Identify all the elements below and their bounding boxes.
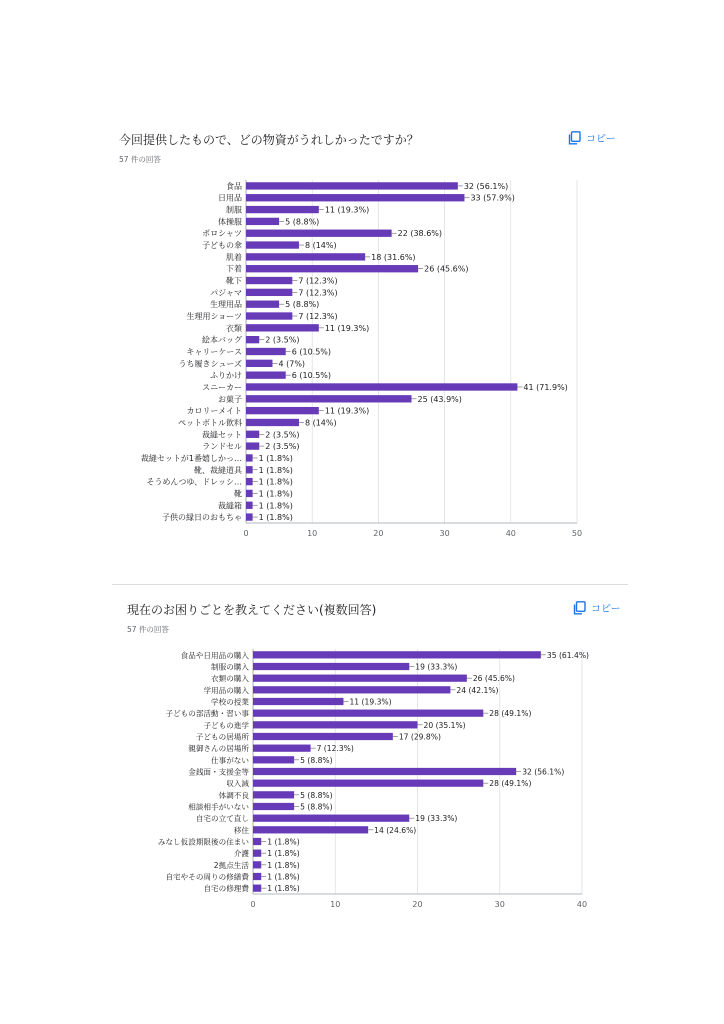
chart-2-bar — [253, 803, 294, 810]
chart-2-x-tick-label: 40 — [576, 900, 588, 909]
copy-icon — [567, 131, 581, 145]
chart-1-data-label: 26 (45.6%) — [424, 264, 469, 274]
chart-1-category-label: 裁縫セットが1番嬉しかっ… — [140, 453, 242, 463]
chart-2-data-label: 1 (1.8%) — [267, 849, 300, 859]
chart-2-bar — [253, 710, 483, 717]
chart-1-bar — [246, 466, 253, 473]
chart-2-x-tick-label: 20 — [412, 900, 423, 909]
chart-1-bar — [246, 301, 279, 308]
chart-2-category-label: 自宅の修理費 — [203, 884, 249, 894]
chart-1-data-label: 11 (19.3%) — [324, 323, 370, 333]
chart-1-category-label: うち履きシューズ — [178, 359, 242, 369]
chart-1-data-label: 11 (19.3%) — [324, 406, 370, 416]
chart-1-data-label: 33 (57.9%) — [470, 193, 515, 203]
chart-1-category-label: 日用品 — [218, 193, 242, 203]
chart-2-bar — [253, 885, 261, 892]
chart-2-data-label: 5 (8.8%) — [300, 802, 333, 812]
chart-1-bar — [246, 348, 286, 355]
chart-1-bar — [246, 182, 458, 189]
chart-1-data-label: 8 (14%) — [304, 418, 337, 428]
chart-1-category-label: 下着 — [226, 264, 242, 274]
chart-2-bar — [253, 698, 343, 705]
chart-1-category-label: 絵本バッグ — [202, 335, 242, 345]
chart-1-data-label: 2 (3.5%) — [265, 335, 300, 345]
chart-1-bar — [246, 478, 253, 485]
chart-1-data-label: 4 (7%) — [278, 359, 306, 369]
chart-1-bar — [246, 324, 319, 331]
chart-1-data-label: 1 (1.8%) — [258, 465, 293, 475]
chart-1-category-label: ペットボトル飲料 — [178, 418, 242, 428]
chart-1-data-label: 5 (8.8%) — [285, 217, 320, 227]
chart-2-x-tick-label: 30 — [494, 900, 505, 909]
chart-1-category-label: 体操服 — [218, 217, 242, 227]
chart-1-data-label: 7 (12.3%) — [298, 288, 338, 298]
chart-2-data-label: 7 (12.3%) — [316, 744, 354, 754]
chart-2-data-label: 5 (8.8%) — [300, 790, 333, 800]
chart-2-data-label: 14 (24.6%) — [374, 825, 417, 835]
chart-2-category-label: 仕事がない — [211, 755, 249, 765]
chart-2-category-label: 親御さんの居場所 — [188, 744, 249, 754]
chart-2-data-label: 11 (19.3%) — [349, 697, 392, 707]
chart-1-category-label: 靴下 — [226, 276, 242, 286]
chart-1-bar — [246, 206, 319, 213]
chart-2-bar — [253, 780, 483, 787]
chart-1-category-label: カロリーメイト — [186, 406, 242, 416]
chart-1-bar — [246, 407, 319, 414]
chart-2-bar — [253, 838, 261, 845]
chart-1-bar — [246, 230, 392, 237]
chart-2-bar — [253, 686, 450, 693]
chart-1-bar — [246, 454, 253, 461]
chart-1-category-label: 生理用品 — [210, 300, 242, 310]
chart-1-bar — [246, 218, 279, 225]
chart-2-x-tick-label: 10 — [330, 900, 341, 909]
chart-1-data-label: 25 (43.9%) — [417, 394, 462, 404]
chart-1-category-label: 裁縫箱 — [218, 501, 242, 511]
chart-1-category-label: 肌着 — [226, 252, 242, 262]
chart-2-bar — [253, 826, 368, 833]
chart-1-bar — [246, 490, 253, 497]
chart-1-data-label: 2 (3.5%) — [265, 442, 300, 452]
chart-1-category-label: お菓子 — [218, 394, 242, 404]
chart-2-data-label: 1 (1.8%) — [267, 872, 300, 882]
chart-1-category-label: スニーカー — [202, 382, 242, 392]
chart-2-bar — [253, 663, 409, 670]
chart-2-data-label: 19 (33.3%) — [415, 814, 458, 824]
chart-1-bar — [246, 383, 517, 390]
chart-2-bar — [253, 815, 409, 822]
chart-2-data-label: 24 (42.1%) — [456, 685, 499, 695]
chart-2-response-count: 57 件の回答 — [127, 625, 169, 634]
chart-1-title: 今回提供したもので、どの物資がうれしかったですか？ — [119, 133, 419, 147]
chart-1-data-label: 1 (1.8%) — [258, 477, 293, 487]
copy-button-2[interactable] — [572, 600, 621, 615]
chart-1-category-label: 子供の縁日のおもちゃ — [162, 513, 242, 523]
chart-1-category-label: 裁縫セット — [202, 430, 242, 440]
chart-2-category-label: 自宅の立て直し — [195, 814, 249, 824]
chart-1-bar — [246, 442, 259, 449]
chart-1-bar — [246, 336, 259, 343]
chart-2-category-label: 2拠点生活 — [213, 860, 249, 870]
chart-2-category-label: 介護 — [233, 849, 249, 859]
chart-1-data-label: 5 (8.8%) — [285, 300, 320, 310]
chart-1-bar — [246, 289, 292, 296]
chart-2-category-label: 制服の購入 — [211, 662, 249, 672]
chart-2-data-label: 26 (45.6%) — [472, 674, 515, 684]
chart-2-data-label: 1 (1.8%) — [267, 860, 300, 870]
chart-2-bar — [253, 651, 541, 658]
chart-1-category-label: ふりかけ — [210, 371, 242, 381]
chart-1-x-tick-label: 0 — [243, 529, 249, 538]
chart-2-bar — [253, 768, 516, 775]
chart-1-x-tick-label: 10 — [307, 529, 318, 538]
chart-2-bar — [253, 721, 418, 728]
chart-1-data-label: 6 (10.5%) — [291, 371, 332, 381]
chart-1-data-label: 7 (12.3%) — [298, 312, 338, 322]
chart-1-data-label: 11 (19.3%) — [324, 205, 370, 215]
chart-1-data-label: 1 (1.8%) — [258, 489, 293, 499]
chart-1-category-label: 制服 — [226, 205, 242, 215]
copy-button-1[interactable] — [567, 130, 616, 145]
chart-1-category-label: 衣類 — [226, 323, 242, 333]
chart-1-data-label: 8 (14%) — [304, 241, 337, 251]
chart-2-category-label: 金銭面・支援金等 — [188, 767, 249, 777]
chart-1-bar — [246, 395, 412, 402]
chart-1-data-label: 18 (31.6%) — [371, 252, 416, 262]
chart-1-category-label: ランドセル — [202, 442, 242, 452]
chart-1-bar — [246, 360, 272, 367]
chart-2-data-label: 32 (56.1%) — [522, 767, 565, 777]
chart-2-category-label: 学校の授業 — [211, 697, 249, 707]
chart-2-bar — [253, 873, 261, 880]
chart-1-bar — [246, 513, 253, 520]
chart-2-x-tick-label: 0 — [250, 900, 256, 909]
chart-1-category-label: キャリーケース — [186, 347, 242, 357]
chart-2-data-label: 1 (1.8%) — [267, 837, 300, 847]
chart-2-category-label: 衣類の購入 — [211, 674, 249, 684]
chart-1-data-label: 7 (12.3%) — [298, 276, 338, 286]
chart-1-data-label: 41 (71.9%) — [523, 382, 568, 392]
chart-2-bar — [253, 791, 294, 798]
chart-1-data-label: 2 (3.5%) — [265, 430, 300, 440]
section-divider — [112, 584, 628, 585]
chart-1-category-label: 靴 — [234, 489, 242, 499]
chart-1-data-label: 1 (1.8%) — [258, 501, 293, 511]
chart-2-category-label: みなし仮設期限後の住まい — [157, 837, 249, 847]
chart-2-category-label: 自宅やその周りの修繕費 — [165, 872, 249, 882]
chart-2-bar — [253, 756, 294, 763]
chart-1-x-tick-label: 40 — [505, 529, 516, 538]
chart-2-bar — [253, 675, 467, 682]
chart-2-bar — [253, 850, 261, 857]
chart-2-category-label: 子どもの居場所 — [195, 732, 249, 742]
chart-1-category-label: 生理用ショーツ — [186, 312, 242, 322]
copy-icon — [572, 601, 586, 615]
chart-1-category-label: ポロシャツ — [202, 229, 242, 239]
chart-2-data-label: 5 (8.8%) — [300, 755, 333, 765]
chart-1-x-tick-label: 20 — [373, 529, 384, 538]
chart-1-bar — [246, 265, 418, 272]
chart-1-data-label: 1 (1.8%) — [258, 513, 293, 523]
chart-1-x-tick-label: 30 — [439, 529, 450, 538]
chart-1-bar — [246, 253, 365, 260]
chart-2-category-label: 学用品の購入 — [203, 685, 249, 695]
chart-2-category-label: 食品や日用品の購入 — [180, 650, 249, 660]
chart-2-data-label: 28 (49.1%) — [489, 709, 532, 719]
chart-1-bar — [246, 241, 299, 248]
chart-1-data-label: 1 (1.8%) — [258, 453, 293, 463]
chart-1-bar — [246, 194, 464, 201]
chart-2-data-label: 17 (29.8%) — [398, 732, 441, 742]
chart-2-data-label: 1 (1.8%) — [267, 884, 300, 894]
chart-2-category-label: 収入減 — [226, 779, 249, 789]
chart-1-category-label: パジャマ — [210, 288, 242, 298]
chart-1-bar — [246, 431, 259, 438]
chart-1-data-label: 32 (56.1%) — [463, 181, 509, 191]
chart-1-response-count: 57 件の回答 — [119, 155, 161, 164]
chart-1-category-label: 食品 — [226, 181, 242, 191]
chart-1-bar — [246, 371, 286, 378]
chart-2-title: 現在のお困りごとを教えてください(複数回答) — [127, 603, 377, 617]
chart-2-category-label: 移住 — [233, 825, 249, 835]
chart-2-category-label: 子どもの進学 — [203, 720, 249, 730]
chart-1-category-label: 子どもの傘 — [202, 241, 242, 251]
chart-2-bar — [253, 861, 261, 868]
chart-2-bar — [253, 745, 311, 752]
chart-2-data-label: 19 (33.3%) — [415, 662, 458, 672]
chart-1-x-tick-label: 50 — [571, 529, 583, 538]
chart-2-data-label: 28 (49.1%) — [489, 779, 532, 789]
chart-2-data-label: 20 (35.1%) — [423, 720, 466, 730]
chart-2-category-label: 相談相手がいない — [188, 802, 249, 812]
chart-2-data-label: 35 (61.4%) — [546, 650, 590, 660]
chart-1-category-label: 靴、裁縫道具 — [194, 465, 242, 475]
chart-2-category-label: 子どもの部活動・習い事 — [165, 709, 249, 719]
chart-1-bar — [246, 502, 253, 509]
chart-1-bar — [246, 277, 292, 284]
chart-1-category-label: そうめんつゆ、ドレッシ… — [146, 477, 242, 487]
copy-button-label: コピー — [591, 604, 621, 615]
copy-button-label: コピー — [586, 134, 616, 145]
chart-1-bar — [246, 419, 299, 426]
chart-1-data-label: 6 (10.5%) — [291, 347, 332, 357]
chart-1-bar — [246, 312, 292, 319]
chart-2-category-label: 体調不良 — [218, 790, 249, 800]
chart-1-data-label: 22 (38.6%) — [397, 229, 443, 239]
chart-2-bar — [253, 733, 393, 740]
